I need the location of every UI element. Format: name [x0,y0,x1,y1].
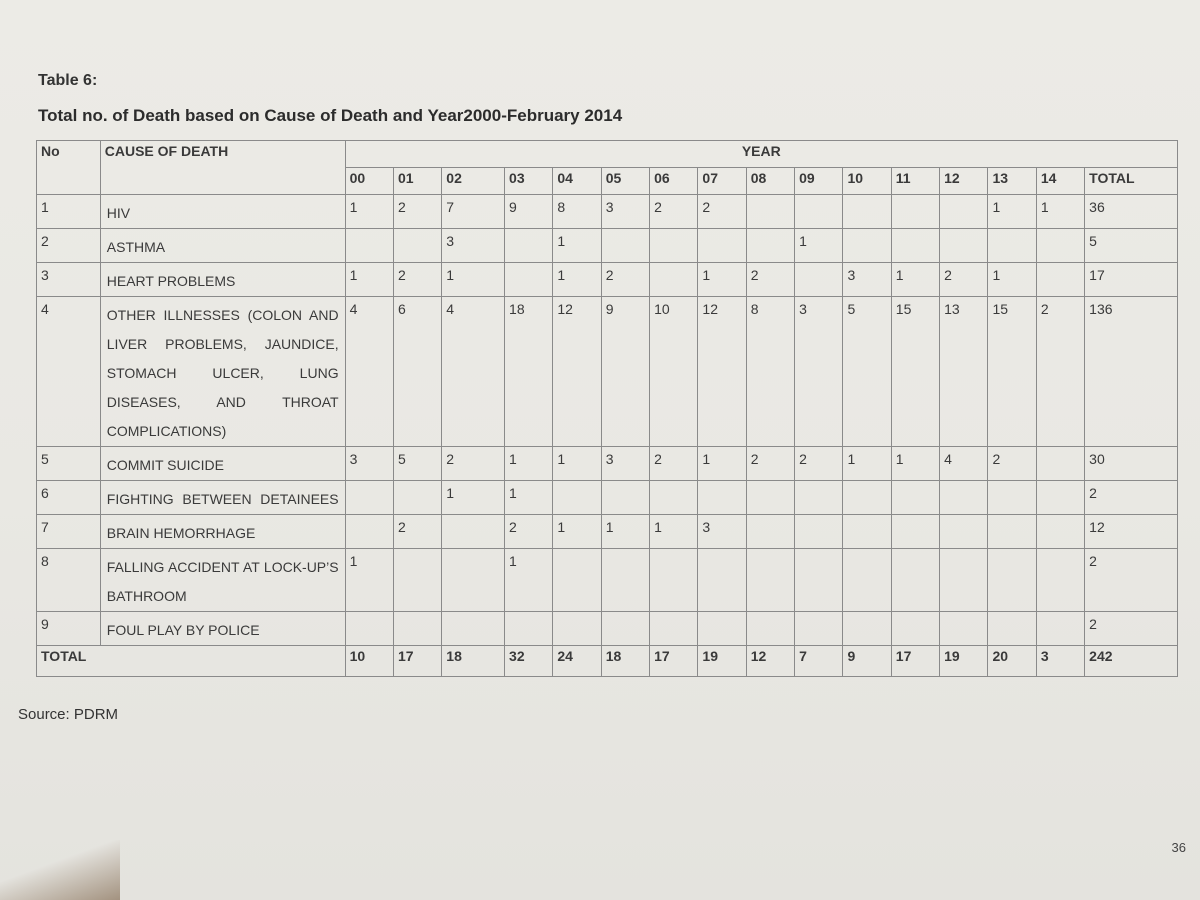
year-value [795,481,843,515]
cause-of-death: HEART PROBLEMS [100,263,345,297]
year-value: 1 [505,549,553,612]
year-value: 3 [601,195,649,229]
year-value: 1 [553,515,601,549]
totals-label: TOTAL [37,646,346,677]
year-value [795,549,843,612]
table-header [37,141,1178,195]
year-value: 3 [795,297,843,447]
year-value: 3 [698,515,746,549]
year-value [442,515,505,549]
year-value: 1 [553,229,601,263]
year-value [601,612,649,646]
year-value: 2 [940,263,988,297]
cause-of-death: ASTHMA [100,229,345,263]
cause-of-death: OTHER ILLNESSES (COLON AND LIVER PROBLEMS, JAUNDICE, STOMACH ULCER, LUNG DISEASES, AND THROAT COMPLICATIONS) [100,297,345,447]
cause-of-death: HIV [100,195,345,229]
year-value: 2 [795,447,843,481]
year-value: 15 [891,297,939,447]
total-cell: 18 [442,646,505,677]
year-value: 1 [891,263,939,297]
year-value [442,549,505,612]
row-total: 2 [1085,612,1178,646]
year-value [505,612,553,646]
year-cell: 00 [345,168,393,195]
year-value: 13 [940,297,988,447]
year-value: 5 [393,447,441,481]
year-cell: 03 [505,168,553,195]
total-cell: 17 [891,646,939,677]
year-value [891,195,939,229]
year-value: 1 [601,515,649,549]
year-value [746,515,794,549]
row-number: 6 [37,481,101,515]
year-value [746,481,794,515]
table-row [37,195,1178,229]
year-cell: 10 [843,168,891,195]
table-row [37,515,1178,549]
total-cell: 19 [940,646,988,677]
total-cell: 32 [505,646,553,677]
year-value [1036,481,1084,515]
year-value [698,549,746,612]
year-value: 9 [505,195,553,229]
cause-of-death: BRAIN HEMORRHAGE [100,515,345,549]
year-value [988,481,1036,515]
year-cell: 04 [553,168,601,195]
year-value: 1 [553,263,601,297]
row-number: 4 [37,297,101,447]
grand-total: 242 [1085,646,1178,677]
header-total: TOTAL [1085,168,1178,195]
total-cell: 17 [393,646,441,677]
totals-row [37,646,1178,677]
year-value [553,549,601,612]
year-value: 1 [988,263,1036,297]
total-cell: 9 [843,646,891,677]
table-label: Table 6: [38,72,98,89]
table-body [37,195,1178,646]
year-value [891,229,939,263]
total-cell: 24 [553,646,601,677]
row-number: 8 [37,549,101,612]
row-total: 17 [1085,263,1178,297]
year-value: 18 [505,297,553,447]
year-value [940,612,988,646]
year-value [1036,447,1084,481]
cause-of-death: COMMIT SUICIDE [100,447,345,481]
year-value: 2 [746,263,794,297]
table-row [37,447,1178,481]
table-row [37,612,1178,646]
year-cell: 08 [746,168,794,195]
year-value: 1 [442,481,505,515]
year-value: 10 [650,297,698,447]
year-value [650,263,698,297]
row-number: 7 [37,515,101,549]
total-cell: 3 [1036,646,1084,677]
year-value [746,229,794,263]
year-value [988,229,1036,263]
year-value [442,612,505,646]
year-value [940,229,988,263]
year-value: 1 [505,447,553,481]
table-row [37,263,1178,297]
year-value [1036,515,1084,549]
year-value [393,612,441,646]
year-value: 4 [442,297,505,447]
year-value: 2 [650,447,698,481]
year-value: 1 [988,195,1036,229]
year-value: 1 [698,447,746,481]
year-cell: 13 [988,168,1036,195]
year-cell: 07 [698,168,746,195]
year-value: 2 [1036,297,1084,447]
year-value [650,612,698,646]
total-cell: 10 [345,646,393,677]
year-value: 15 [988,297,1036,447]
total-cell: 12 [746,646,794,677]
row-number: 1 [37,195,101,229]
year-value [891,515,939,549]
year-value: 2 [393,263,441,297]
year-value: 9 [601,297,649,447]
year-value: 2 [746,447,794,481]
year-value: 7 [442,195,505,229]
year-value: 1 [843,447,891,481]
year-value [505,229,553,263]
table-row [37,481,1178,515]
cause-of-death: FALLING ACCIDENT AT LOCK-UP’S BATHROOM [100,549,345,612]
total-cell: 19 [698,646,746,677]
year-value: 12 [698,297,746,447]
year-cell: 06 [650,168,698,195]
year-value: 2 [988,447,1036,481]
year-value: 12 [553,297,601,447]
year-value [1036,549,1084,612]
year-value: 2 [650,195,698,229]
cause-of-death: FIGHTING BETWEEN DETAINEES [100,481,345,515]
year-value [601,549,649,612]
year-value [1036,263,1084,297]
year-value [1036,229,1084,263]
year-value [843,195,891,229]
year-value [505,263,553,297]
row-total: 2 [1085,549,1178,612]
background-shadow [0,840,120,900]
row-total: 2 [1085,481,1178,515]
table-title: Total no. of Death based on Cause of Death and Year2000-February 2014 [38,106,623,125]
year-value [601,481,649,515]
total-cell: 17 [650,646,698,677]
row-total: 136 [1085,297,1178,447]
row-number: 9 [37,612,101,646]
total-cell: 7 [795,646,843,677]
year-value: 1 [650,515,698,549]
year-value: 1 [891,447,939,481]
year-cell: 02 [442,168,505,195]
header-no: No [37,141,101,195]
year-value [795,263,843,297]
year-value [650,229,698,263]
table-row [37,549,1178,612]
year-value [393,549,441,612]
page-number: 36 [1171,840,1186,855]
year-value: 2 [393,515,441,549]
table-row [37,229,1178,263]
year-value: 2 [505,515,553,549]
header-cause: CAUSE OF DEATH [100,141,345,195]
year-value [795,515,843,549]
year-value: 2 [393,195,441,229]
year-value [891,481,939,515]
year-value [345,229,393,263]
row-total: 30 [1085,447,1178,481]
year-cell: 14 [1036,168,1084,195]
year-value [746,549,794,612]
year-value: 3 [442,229,505,263]
table-row [37,297,1178,447]
year-cell: 09 [795,168,843,195]
year-value [698,481,746,515]
year-value [650,549,698,612]
year-value [698,229,746,263]
year-value [746,195,794,229]
year-value [843,481,891,515]
year-value: 8 [746,297,794,447]
year-value [940,195,988,229]
year-value: 6 [393,297,441,447]
header-year: YEAR [345,141,1177,168]
year-value: 1 [698,263,746,297]
source-note: Source: PDRM [18,706,119,723]
death-table [36,140,1178,677]
year-value [843,549,891,612]
year-value [345,481,393,515]
year-value: 4 [345,297,393,447]
year-value [891,612,939,646]
year-value [345,612,393,646]
year-value [553,612,601,646]
total-cell: 20 [988,646,1036,677]
year-value [698,612,746,646]
year-value: 2 [698,195,746,229]
year-value [940,549,988,612]
year-value [601,229,649,263]
year-value [795,195,843,229]
year-value: 3 [345,447,393,481]
total-cell: 18 [601,646,649,677]
year-value [940,481,988,515]
year-value [553,481,601,515]
year-cell: 01 [393,168,441,195]
year-value [988,515,1036,549]
cause-of-death: FOUL PLAY BY POLICE [100,612,345,646]
year-value: 1 [345,263,393,297]
year-value [843,515,891,549]
year-value [795,612,843,646]
year-value [940,515,988,549]
year-value [1036,612,1084,646]
year-value: 2 [601,263,649,297]
row-total: 5 [1085,229,1178,263]
year-value [988,549,1036,612]
year-value [393,229,441,263]
year-value [988,612,1036,646]
year-value [345,515,393,549]
year-value [650,481,698,515]
row-total: 36 [1085,195,1178,229]
year-value: 1 [345,549,393,612]
year-value: 1 [505,481,553,515]
row-number: 5 [37,447,101,481]
year-value [843,612,891,646]
year-value: 1 [553,447,601,481]
row-number: 3 [37,263,101,297]
year-value [393,481,441,515]
row-number: 2 [37,229,101,263]
year-value [843,229,891,263]
year-value: 4 [940,447,988,481]
year-value: 1 [1036,195,1084,229]
year-value [891,549,939,612]
year-cell: 12 [940,168,988,195]
row-total: 12 [1085,515,1178,549]
year-cell: 05 [601,168,649,195]
year-cell: 11 [891,168,939,195]
year-value: 3 [843,263,891,297]
year-value: 1 [345,195,393,229]
year-value [746,612,794,646]
year-value: 2 [442,447,505,481]
year-value: 1 [795,229,843,263]
year-value: 5 [843,297,891,447]
year-value: 3 [601,447,649,481]
year-value: 1 [442,263,505,297]
year-value: 8 [553,195,601,229]
